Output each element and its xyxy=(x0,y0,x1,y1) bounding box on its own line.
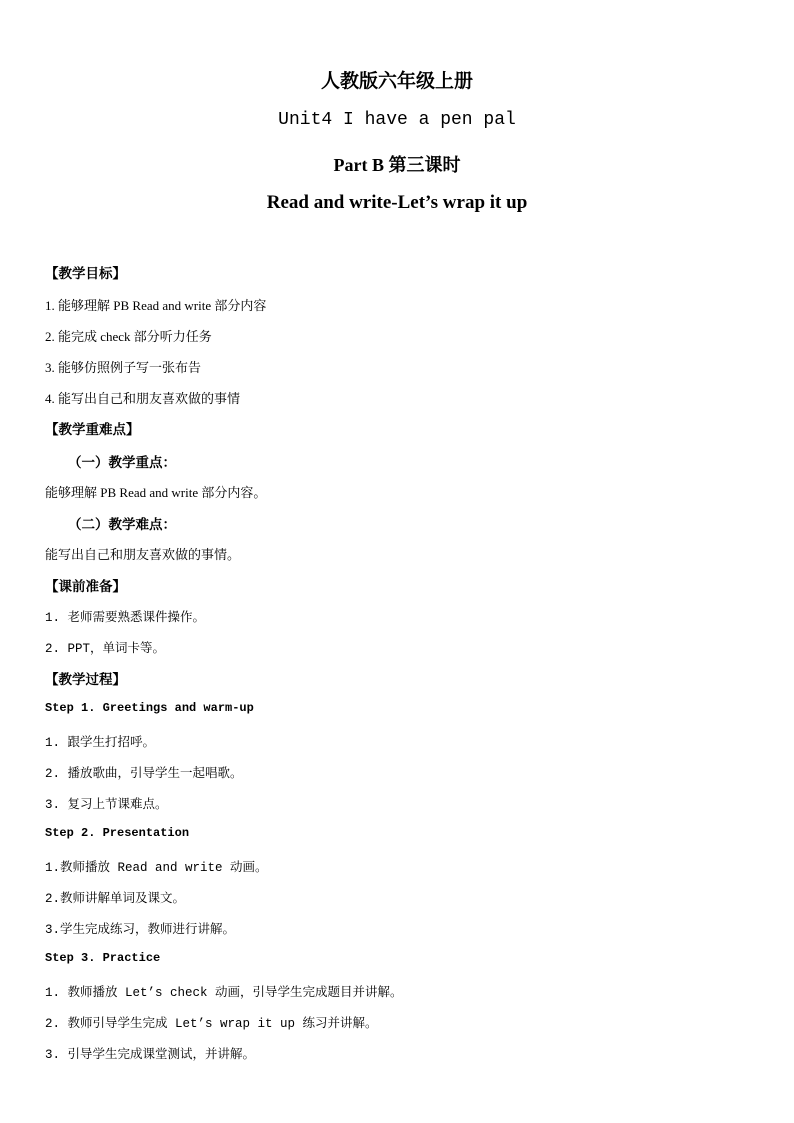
difficulty-text: 能写出自己和朋友喜欢做的事情。 xyxy=(45,547,241,562)
lesson-title: Read and write-Let’s wrap it up xyxy=(266,192,528,213)
preparation-heading: 【课前准备】 xyxy=(45,579,126,595)
preparation-item: 1. 老师需要熟悉课件操作。 xyxy=(45,611,206,625)
difficulty-title: （二）教学难点： xyxy=(68,517,176,533)
step2-item: 1.教师播放 Read and write 动画。 xyxy=(45,861,268,875)
objective-item: 1. 能够理解 PB Read and write 部分内容 xyxy=(45,298,267,313)
step3-title: Step 3. Practice xyxy=(45,951,161,965)
objectives-heading: 【教学目标】 xyxy=(45,266,126,282)
part-title: Part B 第三课时 xyxy=(333,155,461,175)
step1-item: 1. 跟学生打招呼。 xyxy=(45,736,156,750)
step3-item: 1. 教师播放 Let’s check 动画，引导学生完成题目并讲解。 xyxy=(45,986,403,1000)
step1-title: Step 1. Greetings and warm-up xyxy=(45,701,254,715)
objective-item: 3. 能够仿照例子写一张布告 xyxy=(45,360,202,375)
step2-item: 3.学生完成练习，教师进行讲解。 xyxy=(45,923,236,937)
focus-title: （一）教学重点： xyxy=(68,455,176,471)
step2-item: 2.教师讲解单词及课文。 xyxy=(45,892,186,906)
document-title: 人教版六年级上册 xyxy=(320,70,473,92)
preparation-item: 2. PPT，单词卡等。 xyxy=(45,642,166,656)
key-points-heading: 【教学重难点】 xyxy=(45,422,140,438)
process-heading: 【教学过程】 xyxy=(45,672,126,688)
objective-item: 4. 能写出自己和朋友喜欢做的事情 xyxy=(45,391,241,406)
step2-title: Step 2. Presentation xyxy=(45,826,190,840)
step3-item: 3. 引导学生完成课堂测试，并讲解。 xyxy=(45,1048,256,1062)
step1-item: 2. 播放歌曲，引导学生一起唱歌。 xyxy=(45,767,243,781)
focus-text: 能够理解 PB Read and write 部分内容。 xyxy=(45,485,267,500)
step1-item: 3. 复习上节课难点。 xyxy=(45,798,168,812)
unit-title: Unit4 I have a pen pal xyxy=(278,110,516,130)
objective-item: 2. 能完成 check 部分听力任务 xyxy=(45,329,212,344)
step3-item: 2. 教师引导学生完成 Let’s wrap it up 练习并讲解。 xyxy=(45,1017,378,1031)
